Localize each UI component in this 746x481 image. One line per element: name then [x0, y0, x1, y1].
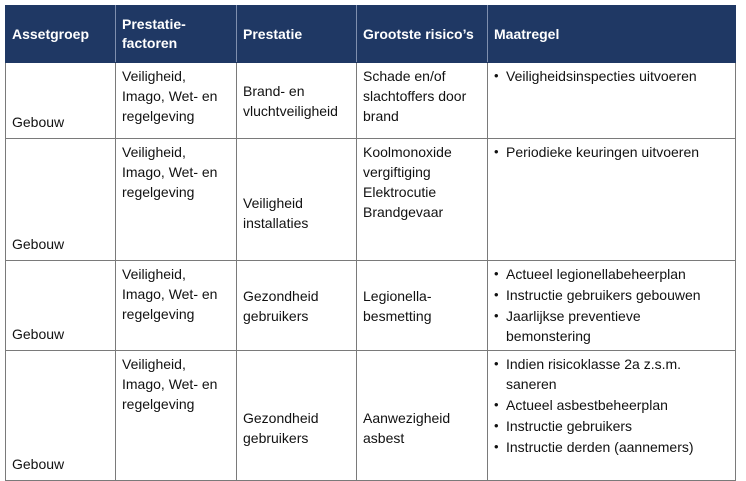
factoren-line: Imago, Wet- en	[122, 88, 218, 104]
cell-factoren	[116, 261, 237, 351]
assetgroep-value: Gebouw	[12, 236, 65, 252]
risico-line: Aanwezigheid	[363, 410, 451, 426]
factoren-line: Imago, Wet- en	[122, 376, 218, 392]
assetgroep-value: Gebouw	[12, 114, 65, 130]
measure-line: Instructie gebruikers gebouwen	[506, 287, 701, 303]
cell-prestatie	[237, 63, 357, 139]
cell-assetgroep	[6, 63, 116, 139]
risico-line: slachtoffers door	[363, 88, 467, 104]
cell-maatregel	[488, 63, 736, 139]
cell-maatregel	[488, 261, 736, 351]
cell-factoren	[116, 63, 237, 139]
measure-line: Jaarlijkse preventieve	[506, 308, 641, 324]
measure-line: Periodieke keuringen uitvoeren	[506, 144, 700, 160]
cell-risico	[357, 261, 488, 351]
bullet-icon: •	[494, 287, 499, 302]
measure-line: Veiligheidsinspecties uitvoeren	[506, 68, 697, 84]
measure-item	[494, 354, 729, 394]
table-row	[6, 139, 736, 261]
cell-prestatie	[237, 351, 357, 481]
header-prestatiefactoren	[116, 6, 237, 63]
measure-line: Instructie derden (aannemers)	[506, 439, 694, 455]
risico-line: Schade en/of	[363, 68, 446, 84]
bullet-icon: •	[494, 68, 499, 83]
measure-item	[494, 66, 729, 86]
measure-item	[494, 437, 729, 457]
prestatie-line: Veiligheid	[243, 195, 303, 211]
table-row	[6, 351, 736, 481]
factoren-line: Imago, Wet- en	[122, 164, 218, 180]
factoren-line: Veiligheid,	[122, 356, 186, 372]
risk-table-frame	[5, 5, 736, 481]
cell-assetgroep	[6, 139, 116, 261]
bullet-icon: •	[494, 397, 499, 412]
cell-assetgroep	[6, 351, 116, 481]
risico-line: brand	[363, 108, 399, 124]
measure-item	[494, 395, 729, 415]
header-assetgroep-label: Assetgroep	[12, 25, 90, 42]
cell-risico	[357, 63, 488, 139]
factoren-line: regelgeving	[122, 396, 195, 412]
measures-list	[494, 264, 729, 346]
cell-prestatie	[237, 139, 357, 261]
measure-item	[494, 416, 729, 436]
measures-list	[494, 354, 729, 457]
measure-line: Actueel asbestbeheerplan	[506, 397, 668, 413]
assetgroep-value: Gebouw	[12, 326, 65, 342]
bullet-icon: •	[494, 439, 499, 454]
risico-line: Elektrocutie	[363, 184, 437, 200]
cell-maatregel	[488, 139, 736, 261]
measures-list	[494, 66, 729, 86]
risico-line: vergiftiging	[363, 164, 431, 180]
header-grootste-risicos-label: Grootste risico’s	[363, 25, 474, 42]
prestatie-line: gebruikers	[243, 430, 309, 446]
measure-item	[494, 264, 729, 284]
measure-line: Actueel legionellabeheerplan	[506, 266, 686, 282]
bullet-icon: •	[494, 356, 499, 371]
header-maatregel-label: Maatregel	[494, 25, 560, 42]
bullet-icon: •	[494, 308, 499, 323]
assetgroep-value: Gebouw	[12, 456, 65, 472]
bullet-icon: •	[494, 418, 499, 433]
header-prestatiefactoren-line: factoren	[122, 35, 178, 51]
header-grootste-risicos	[357, 6, 488, 63]
measure-line: bemonstering	[506, 328, 591, 344]
risico-line: Legionella-	[363, 287, 432, 304]
cell-factoren	[116, 139, 237, 261]
measure-line: Instructie gebruikers	[506, 418, 633, 434]
risico-line: asbest	[363, 430, 405, 446]
cell-assetgroep	[6, 261, 116, 351]
measure-item	[494, 285, 729, 305]
factoren-line: regelgeving	[122, 184, 195, 200]
measure-item	[494, 306, 729, 346]
risico-line: Koolmonoxide	[363, 144, 452, 160]
risk-table	[5, 5, 736, 481]
factoren-line: regelgeving	[122, 306, 195, 322]
factoren-line: Veiligheid,	[122, 68, 186, 84]
prestatie-line: Gezondheid	[243, 410, 319, 426]
risico-line: Brandgevaar	[363, 204, 444, 220]
cell-risico	[357, 139, 488, 261]
bullet-icon: •	[494, 266, 499, 281]
measures-list	[494, 142, 729, 162]
bullet-icon: •	[494, 144, 499, 159]
factoren-line: Imago, Wet- en	[122, 286, 218, 302]
header-assetgroep	[6, 6, 116, 63]
table-body	[6, 63, 736, 481]
table-row	[6, 261, 736, 351]
prestatie-line: installaties	[243, 215, 309, 231]
factoren-line: Veiligheid,	[122, 266, 186, 282]
header-prestatie	[237, 6, 357, 63]
prestatie-line: Brand- en	[243, 82, 305, 99]
factoren-line: regelgeving	[122, 108, 195, 124]
header-maatregel	[488, 6, 736, 63]
measure-item	[494, 142, 729, 162]
cell-prestatie	[237, 261, 357, 351]
prestatie-line: Gezondheid	[243, 287, 319, 304]
cell-risico	[357, 351, 488, 481]
header-prestatiefactoren-line: Prestatie-	[122, 16, 186, 32]
risico-line: besmetting	[363, 307, 432, 324]
prestatie-line: vluchtveiligheid	[243, 102, 338, 119]
measure-line: saneren	[506, 376, 557, 392]
header-prestatie-label: Prestatie	[243, 25, 303, 42]
cell-factoren	[116, 351, 237, 481]
factoren-line: Veiligheid,	[122, 144, 186, 160]
table-row	[6, 63, 736, 139]
header-row	[6, 6, 736, 63]
prestatie-line: gebruikers	[243, 307, 309, 324]
cell-maatregel	[488, 351, 736, 481]
measure-line: Indien risicoklasse 2a z.s.m.	[506, 356, 682, 372]
